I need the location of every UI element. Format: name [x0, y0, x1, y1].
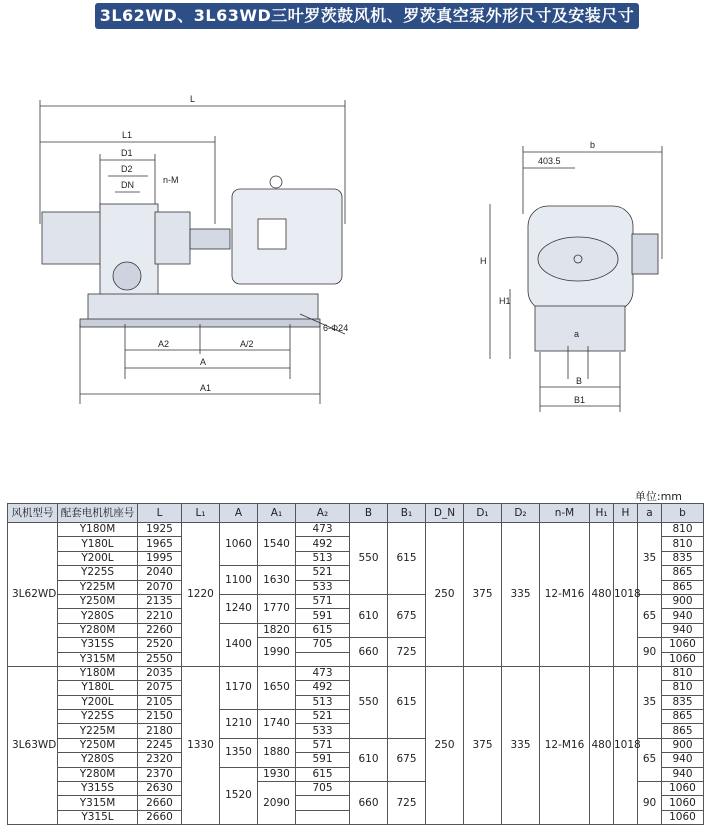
dim-H1: H1 — [499, 296, 511, 306]
table-cell: 940 — [662, 623, 704, 637]
table-cell: Y225S — [58, 566, 138, 580]
table-cell: Y315L — [58, 810, 138, 824]
col-header: 风机型号 — [8, 504, 58, 523]
dim-D1: D1 — [121, 148, 133, 158]
table-cell: 1630 — [258, 566, 296, 595]
table-cell: 810 — [662, 666, 704, 680]
table-cell: 65 — [638, 594, 662, 637]
table-cell: 900 — [662, 594, 704, 608]
table-cell: 1060 — [662, 810, 704, 824]
table-cell: 1210 — [220, 710, 258, 739]
dim-nM: n-M — [163, 175, 179, 185]
table-cell: 900 — [662, 738, 704, 752]
table-cell: 2040 — [138, 566, 182, 580]
table-cell: 725 — [388, 638, 426, 667]
table-cell: 660 — [350, 638, 388, 667]
table-cell: 2035 — [138, 666, 182, 680]
col-header: D_N — [426, 504, 464, 523]
table-cell: Y180L — [58, 681, 138, 695]
table-cell: 3L63WD — [8, 666, 58, 824]
table-cell: 2320 — [138, 753, 182, 767]
table-cell: 1650 — [258, 666, 296, 709]
table-cell: 2660 — [138, 810, 182, 824]
dim-B: B — [576, 376, 583, 386]
col-header: L — [138, 504, 182, 523]
table-cell: 2245 — [138, 738, 182, 752]
dim-DN: DN — [121, 180, 134, 190]
table-cell: 725 — [388, 782, 426, 825]
table-cell: Y315M — [58, 796, 138, 810]
title-bar — [0, 0, 700, 51]
table-cell: 660 — [350, 782, 388, 825]
table-cell: 1060 — [662, 652, 704, 666]
table-cell: Y225M — [58, 580, 138, 594]
table-cell: 2370 — [138, 767, 182, 781]
dim-A: A — [200, 357, 207, 367]
table-cell: 2180 — [138, 724, 182, 738]
table-cell: 550 — [350, 523, 388, 595]
table-cell: 2630 — [138, 782, 182, 796]
col-header: A — [220, 504, 258, 523]
table-cell: 12-M16 — [540, 666, 590, 824]
table-cell: 1995 — [138, 551, 182, 565]
dim-a: a — [574, 329, 580, 339]
table-cell: 705 — [296, 782, 350, 796]
table-cell: Y225S — [58, 710, 138, 724]
table-cell: 65 — [638, 738, 662, 781]
table-cell: 865 — [662, 710, 704, 724]
table-cell: 35 — [638, 666, 662, 738]
table-cell: 1820 — [258, 623, 296, 637]
table-cell: 1060 — [662, 782, 704, 796]
table-cell: 1350 — [220, 738, 258, 767]
dim-D2: D2 — [121, 164, 133, 174]
table-cell: 1018 — [614, 523, 638, 667]
table-cell: Y200L — [58, 695, 138, 709]
table-cell: 940 — [662, 609, 704, 623]
table-cell: 3L62WD — [8, 523, 58, 667]
table-cell: 533 — [296, 724, 350, 738]
table-cell: Y315M — [58, 652, 138, 666]
table-cell: 810 — [662, 537, 704, 551]
table-cell: Y280S — [58, 609, 138, 623]
dimension-drawing — [0, 34, 700, 484]
col-header: H — [614, 504, 638, 523]
table-cell: 1520 — [220, 767, 258, 825]
table-cell: 480 — [590, 523, 614, 667]
table-cell: 810 — [662, 681, 704, 695]
table-cell: 675 — [388, 594, 426, 637]
table-cell: 675 — [388, 738, 426, 781]
col-header: a — [638, 504, 662, 523]
col-header: L₁ — [182, 504, 220, 523]
table-cell: 492 — [296, 537, 350, 551]
table-cell: 705 — [296, 638, 350, 652]
table-cell: 1770 — [258, 594, 296, 623]
table-cell: Y180M — [58, 666, 138, 680]
dim-L1: L1 — [122, 130, 133, 140]
table-cell: 1100 — [220, 566, 258, 595]
table-cell: 375 — [464, 666, 502, 824]
table-cell: 2105 — [138, 695, 182, 709]
table-cell: 2660 — [138, 796, 182, 810]
table-cell: 1925 — [138, 523, 182, 537]
table-cell: 473 — [296, 666, 350, 680]
dim-A1: A1 — [200, 383, 212, 393]
table-cell: 591 — [296, 609, 350, 623]
table-cell: 940 — [662, 767, 704, 781]
table-cell: 835 — [662, 695, 704, 709]
table-cell: 1880 — [258, 738, 296, 767]
table-cell: 2550 — [138, 652, 182, 666]
table-cell: 513 — [296, 551, 350, 565]
dim-403-5: 403.5 — [538, 156, 561, 166]
table-cell: 865 — [662, 580, 704, 594]
dim-b: b — [590, 140, 596, 150]
table-cell: 835 — [662, 551, 704, 565]
table-cell: 513 — [296, 695, 350, 709]
table-cell: 2520 — [138, 638, 182, 652]
table-cell: 1400 — [220, 623, 258, 666]
col-header: D₂ — [502, 504, 540, 523]
col-header: n-M — [540, 504, 590, 523]
table-cell: 480 — [590, 666, 614, 824]
unit-note: 单位:mm — [634, 490, 682, 503]
dim-L: L — [190, 94, 196, 104]
table-cell: Y200L — [58, 551, 138, 565]
spec-table — [7, 503, 704, 825]
col-header: b — [662, 504, 704, 523]
table-cell: 473 — [296, 523, 350, 537]
table-cell: 1018 — [614, 666, 638, 824]
table-cell — [296, 796, 350, 810]
dim-holes: 6-Φ24 — [323, 323, 349, 333]
table-cell: 90 — [638, 638, 662, 667]
table-cell: 940 — [662, 753, 704, 767]
table-cell: 610 — [350, 738, 388, 781]
table-cell: 250 — [426, 666, 464, 824]
col-header: H₁ — [590, 504, 614, 523]
table-cell: Y315S — [58, 782, 138, 796]
table-cell: 865 — [662, 724, 704, 738]
table-cell: 615 — [388, 666, 426, 738]
table-cell: Y250M — [58, 594, 138, 608]
table-cell: 1060 — [662, 638, 704, 652]
table-cell: 1170 — [220, 666, 258, 709]
table-cell: 2260 — [138, 623, 182, 637]
table-cell: 1060 — [220, 523, 258, 566]
table-cell: 2135 — [138, 594, 182, 608]
table-row — [8, 666, 704, 680]
table-cell: Y280S — [58, 753, 138, 767]
table-cell: 2150 — [138, 710, 182, 724]
table-cell — [296, 810, 350, 824]
table-cell: Y315S — [58, 638, 138, 652]
table-cell: 1930 — [258, 767, 296, 781]
col-header: D₁ — [464, 504, 502, 523]
table-cell: 492 — [296, 681, 350, 695]
table-cell: 615 — [296, 623, 350, 637]
table-cell: 2070 — [138, 580, 182, 594]
table-cell: 591 — [296, 753, 350, 767]
table-cell: 1540 — [258, 523, 296, 566]
table-cell: 1240 — [220, 594, 258, 623]
dim-B1: B1 — [574, 395, 586, 405]
table-cell: 335 — [502, 666, 540, 824]
table-cell: 1740 — [258, 710, 296, 739]
col-header: 配套电机机座号 — [58, 504, 138, 523]
table-cell: 865 — [662, 566, 704, 580]
table-cell: 35 — [638, 523, 662, 595]
table-cell: 1990 — [258, 638, 296, 667]
table-cell: 375 — [464, 523, 502, 667]
table-header-row — [8, 504, 704, 523]
table-cell: 610 — [350, 594, 388, 637]
table-cell: 2090 — [258, 782, 296, 825]
table-cell: 1220 — [182, 523, 220, 667]
dim-H: H — [480, 256, 487, 266]
table-cell: 533 — [296, 580, 350, 594]
table-cell: 521 — [296, 566, 350, 580]
table-cell: Y225M — [58, 724, 138, 738]
table-cell: 335 — [502, 523, 540, 667]
table-cell: 521 — [296, 710, 350, 724]
table-cell: 2075 — [138, 681, 182, 695]
table-cell: 615 — [296, 767, 350, 781]
col-header: A₂ — [296, 504, 350, 523]
table-cell: Y280M — [58, 623, 138, 637]
page-title: 3L62WD、3L63WD三叶罗茨鼓风机、罗茨真空泵外形尺寸及安装尺寸图 — [95, 3, 639, 29]
table-cell: 1330 — [182, 666, 220, 824]
col-header: B — [350, 504, 388, 523]
col-header: B₁ — [388, 504, 426, 523]
dim-A2: A2 — [158, 339, 170, 349]
table-cell: 2210 — [138, 609, 182, 623]
table-cell: Y180L — [58, 537, 138, 551]
table-cell: 571 — [296, 594, 350, 608]
table-cell: 550 — [350, 666, 388, 738]
table-cell: 810 — [662, 523, 704, 537]
table-cell: 250 — [426, 523, 464, 667]
table-cell: Y180M — [58, 523, 138, 537]
table-row — [8, 523, 704, 537]
table-cell: Y280M — [58, 767, 138, 781]
table-cell: Y250M — [58, 738, 138, 752]
table-cell: 615 — [388, 523, 426, 595]
table-cell: 1060 — [662, 796, 704, 810]
table-cell: 571 — [296, 738, 350, 752]
col-header: A₁ — [258, 504, 296, 523]
table-cell — [296, 652, 350, 666]
dim-A2-half: A/2 — [240, 339, 254, 349]
table-cell: 1965 — [138, 537, 182, 551]
table-cell: 12-M16 — [540, 523, 590, 667]
table-cell: 90 — [638, 782, 662, 825]
